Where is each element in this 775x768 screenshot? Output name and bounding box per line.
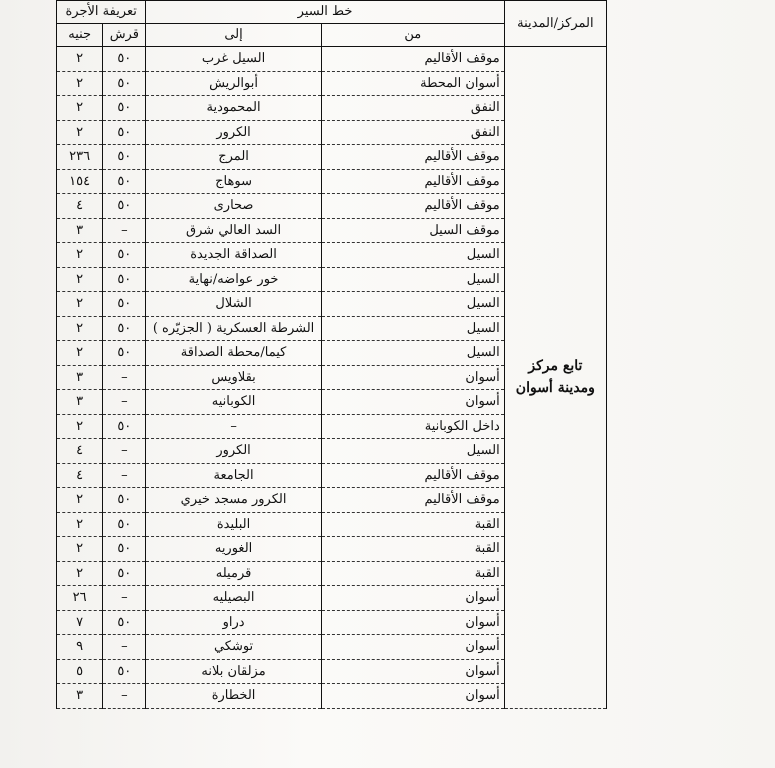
cell-to: الخطارة (146, 684, 321, 709)
cell-from: موقف الأقاليم (321, 488, 504, 513)
cell-pound: ٢ (57, 414, 103, 439)
cell-to: الكرور (146, 439, 321, 464)
cell-piastre: ٥٠ (103, 194, 146, 219)
cell-from: النفق (321, 96, 504, 121)
cell-to: مزلقان بلانه (146, 659, 321, 684)
cell-pound: ٣ (57, 365, 103, 390)
cell-to: الكرور (146, 120, 321, 145)
cell-piastre: – (103, 586, 146, 611)
cell-from: موقف السيل (321, 218, 504, 243)
region-cell (504, 47, 606, 709)
cell-to: السد العالي شرق (146, 218, 321, 243)
cell-from: داخل الكوبانية (321, 414, 504, 439)
cell-piastre: – (103, 635, 146, 660)
cell-piastre: – (103, 684, 146, 709)
cell-from: القبة (321, 561, 504, 586)
cell-piastre: ٥٠ (103, 561, 146, 586)
cell-pound: ١٥٤ (57, 169, 103, 194)
cell-from: أسوان (321, 390, 504, 415)
cell-from: موقف الأقاليم (321, 47, 504, 72)
cell-from: السيل (321, 243, 504, 268)
cell-to: خور عواضه/نهاية (146, 267, 321, 292)
cell-pound: ٣ (57, 684, 103, 709)
fare-rows (57, 47, 607, 709)
cell-to: الكوبانيه (146, 390, 321, 415)
cell-piastre: ٥٠ (103, 145, 146, 170)
cell-pound: ٢ (57, 71, 103, 96)
cell-from: موقف الأقاليم (321, 463, 504, 488)
cell-from: أسوان (321, 586, 504, 611)
cell-piastre: ٥٠ (103, 243, 146, 268)
header-route: خط السير (146, 1, 504, 24)
cell-piastre: ٥٠ (103, 292, 146, 317)
cell-from: أسوان (321, 610, 504, 635)
cell-pound: ٤ (57, 463, 103, 488)
cell-pound: ٢ (57, 267, 103, 292)
cell-pound: ٢ (57, 512, 103, 537)
cell-to: الصداقة الجديدة (146, 243, 321, 268)
header-pound: جنيه (57, 24, 103, 47)
cell-from: أسوان (321, 684, 504, 709)
cell-pound: ٩ (57, 635, 103, 660)
cell-from: أسوان (321, 365, 504, 390)
fare-table (56, 0, 607, 709)
cell-piastre: – (103, 439, 146, 464)
header-to: إلى (146, 24, 321, 47)
cell-piastre: – (103, 218, 146, 243)
cell-from: أسوان المحطة (321, 71, 504, 96)
cell-to: الغوريه (146, 537, 321, 562)
cell-piastre: ٥٠ (103, 610, 146, 635)
cell-from: السيل (321, 316, 504, 341)
cell-from: القبة (321, 512, 504, 537)
header-piastre: قرش (103, 24, 146, 47)
cell-piastre: ٥٠ (103, 169, 146, 194)
cell-piastre: ٥٠ (103, 267, 146, 292)
cell-piastre: ٥٠ (103, 71, 146, 96)
cell-piastre: ٥٠ (103, 96, 146, 121)
cell-pound: ٢ (57, 47, 103, 72)
cell-piastre: ٥٠ (103, 120, 146, 145)
cell-piastre: ٥٠ (103, 414, 146, 439)
cell-from: موقف الأقاليم (321, 194, 504, 219)
cell-pound: ٢ (57, 537, 103, 562)
cell-pound: ٢ (57, 561, 103, 586)
cell-piastre: – (103, 390, 146, 415)
region-label: تابع مركز ومدينة أسوان (515, 357, 595, 396)
cell-pound: ٣ (57, 218, 103, 243)
cell-piastre: ٥٠ (103, 47, 146, 72)
cell-from: النفق (321, 120, 504, 145)
cell-piastre: ٥٠ (103, 512, 146, 537)
cell-piastre: ٥٠ (103, 659, 146, 684)
cell-piastre: – (103, 463, 146, 488)
cell-from: السيل (321, 292, 504, 317)
cell-to: توشكي (146, 635, 321, 660)
cell-pound: ٤ (57, 439, 103, 464)
cell-pound: ٣ (57, 390, 103, 415)
cell-pound: ٤ (57, 194, 103, 219)
cell-pound: ٥ (57, 659, 103, 684)
cell-from: السيل (321, 439, 504, 464)
cell-to: المرج (146, 145, 321, 170)
cell-pound: ٢ (57, 120, 103, 145)
cell-pound: ٢ (57, 488, 103, 513)
header-from: من (321, 24, 504, 47)
cell-to: البصيليه (146, 586, 321, 611)
cell-to: الكرور مسجد خيري (146, 488, 321, 513)
header-region: المركز/المدينة (504, 1, 606, 47)
cell-pound: ٢٦ (57, 586, 103, 611)
cell-pound: ٢ (57, 341, 103, 366)
cell-from: السيل (321, 267, 504, 292)
cell-piastre: ٥٠ (103, 316, 146, 341)
cell-piastre: ٥٠ (103, 537, 146, 562)
cell-from: أسوان (321, 659, 504, 684)
cell-to: قرميله (146, 561, 321, 586)
cell-from: موقف الأقاليم (321, 169, 504, 194)
cell-to: البليدة (146, 512, 321, 537)
cell-to: بقلاويس (146, 365, 321, 390)
cell-from: القبة (321, 537, 504, 562)
header-fare: تعريفة الأجرة (57, 1, 146, 24)
cell-to: صحارى (146, 194, 321, 219)
cell-to: الجامعة (146, 463, 321, 488)
cell-from: السيل (321, 341, 504, 366)
cell-pound: ٢ (57, 243, 103, 268)
cell-from: موقف الأقاليم (321, 145, 504, 170)
cell-to: سوهاج (146, 169, 321, 194)
cell-to: – (146, 414, 321, 439)
table-row (57, 47, 607, 72)
cell-pound: ٧ (57, 610, 103, 635)
cell-piastre: ٥٠ (103, 341, 146, 366)
cell-to: دراو (146, 610, 321, 635)
cell-to: كيما/محطة الصداقة (146, 341, 321, 366)
cell-piastre: ٥٠ (103, 488, 146, 513)
cell-to: الشلال (146, 292, 321, 317)
cell-to: السيل غرب (146, 47, 321, 72)
cell-pound: ٢ (57, 292, 103, 317)
cell-piastre: – (103, 365, 146, 390)
cell-to: أبوالريش (146, 71, 321, 96)
cell-pound: ٢ (57, 316, 103, 341)
cell-pound: ٢ (57, 96, 103, 121)
cell-pound: ٢٣٦ (57, 145, 103, 170)
cell-to: الشرطة العسكرية ( الجزيّره ) (146, 316, 321, 341)
cell-to: المحمودية (146, 96, 321, 121)
cell-from: أسوان (321, 635, 504, 660)
